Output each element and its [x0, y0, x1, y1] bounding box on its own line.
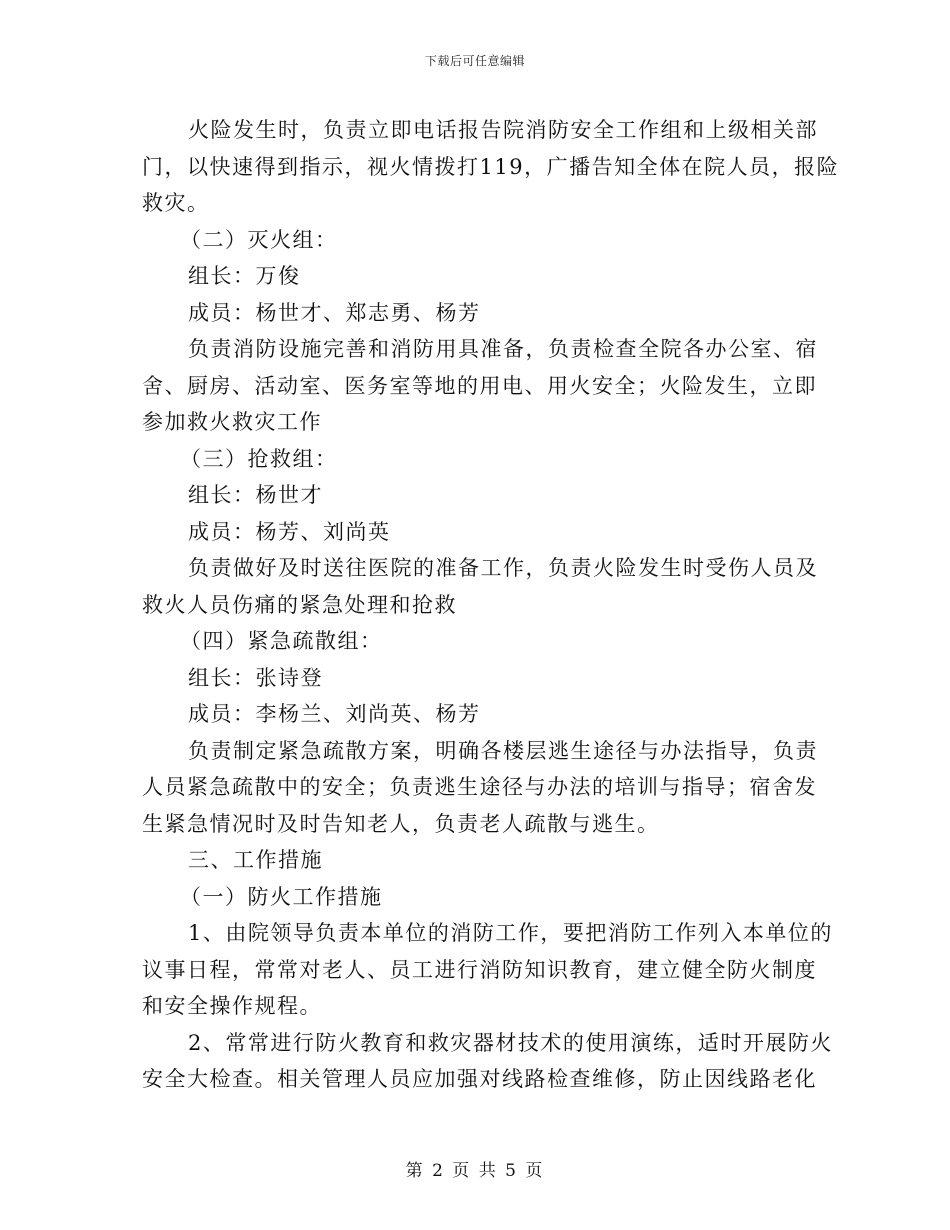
- body-text-line: 参加救火救灾工作: [142, 410, 322, 434]
- body-text-line: 组长：万俊: [188, 264, 301, 288]
- body-text-line: 救灾。: [142, 191, 210, 215]
- body-text-line: 成员：杨芳、刘尚英: [188, 519, 391, 544]
- body-text-line: （三）抢救组：: [180, 446, 338, 471]
- page-number-footer: 第 2 页 共 5 页: [405, 1161, 545, 1181]
- body-text-line: 三、工作措施: [188, 848, 323, 872]
- body-text-line: 安全大检查。相关管理人员应加强对线路检查维修，防止因线路老化: [142, 1067, 817, 1091]
- body-text-line: 成员：李杨兰、刘尚英、杨芳: [188, 702, 481, 726]
- body-text-line: 组长：张诗登: [188, 665, 323, 690]
- body-text-line: 门，以快速得到指示，视火情拨打119，广播告知全体在院人员，报险: [142, 154, 840, 179]
- body-text-line: （四）紧急疏散组：: [180, 629, 383, 653]
- body-text-line: 救火人员伤痛的紧急处理和抢救: [142, 592, 457, 617]
- body-text-line: 和安全操作规程。: [142, 994, 322, 1018]
- body-text-line: 组长：杨世才: [188, 483, 323, 507]
- document-body: [142, 112, 840, 1098]
- page-header: 下载后可任意编辑: [424, 54, 525, 68]
- body-text-line: 舍、厨房、活动室、医务室等地的用电、用火安全；火险发生，立即: [142, 373, 817, 398]
- body-text-line: 2、常常进行防火教育和救灾器材技术的使用演练，适时开展防火: [188, 1030, 833, 1055]
- body-text-line: 火险发生时，负责立即电话报告院消防安全工作组和上级相关部: [188, 118, 818, 142]
- body-text-line: 1、由院领导负责本单位的消防工作，要把消防工作列入本单位的: [188, 921, 833, 945]
- body-text-line: 负责消防设施完善和消防用具准备，负责检查全院各办公室、宿: [188, 337, 818, 361]
- body-text-line: 负责制定紧急疏散方案，明确各楼层逃生途径与办法指导，负责: [188, 738, 818, 763]
- body-text-line: 人员紧急疏散中的安全；负责逃生途径与办法的培训与指导；宿舍发: [142, 775, 817, 799]
- body-text-line: （一）防火工作措施: [180, 884, 383, 909]
- body-text-line: 议事日程，常常对老人、员工进行消防知识教育，建立健全防火制度: [142, 957, 817, 982]
- body-text-line: 生紧急情况时及时告知老人，负责老人疏散与逃生。: [142, 811, 660, 836]
- body-text-line: 成员：杨世才、郑志勇、杨芳: [188, 300, 481, 325]
- body-text-line: （二）灭火组：: [180, 227, 338, 252]
- body-text-line: 负责做好及时送往医院的准备工作，负责火险发生时受伤人员及: [188, 556, 818, 580]
